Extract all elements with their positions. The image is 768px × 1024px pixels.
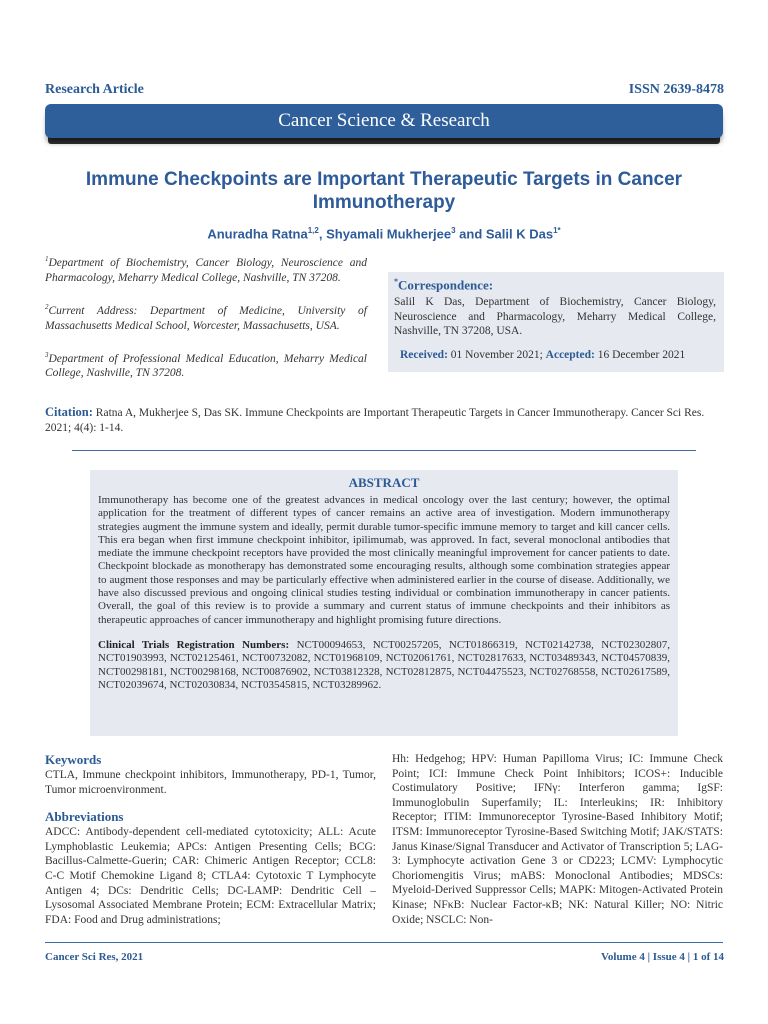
accepted-date: 16 December 2021 (597, 348, 686, 361)
abbreviations-heading: Abbreviations (45, 809, 124, 825)
footer-volume: Volume 4 (600, 951, 645, 963)
received-date: 01 November 2021 (450, 348, 540, 361)
right-column (392, 752, 723, 927)
author-affiliation-mark: 3 (451, 226, 456, 235)
correspondence-box (388, 272, 724, 372)
clinical-trials-list: NCT00094653, NCT00257205, NCT01866319, NCT02142738, NCT02302807, NCT01903993, NCT02125461, NCT00732082, NCT01968109, NCT02061761, NCT02817633, NCT03489343, NCT04570839, NCT00298181, NCT00298168, NCT00876902, NCT03812328, NCT02812875, NCT04475523, NCT02768558, NCT02617589, NCT02039674, NCT02030834, NCT03545815, NCT03289962. (98, 638, 670, 691)
affiliation-item (45, 252, 367, 286)
affiliation-mark: 2 (45, 302, 49, 311)
citation (45, 405, 725, 436)
affiliation-text: Current Address: Department of Medicine, University of Massachusetts Medical School, Worcester, Massachusetts, USA. (45, 304, 367, 332)
correspondence-title: Correspondence: (398, 277, 494, 293)
footer-journal: Cancer Sci Res, 2021 (45, 951, 144, 963)
accepted-label: Accepted: (545, 348, 595, 361)
publication-dates: Received: 01 November 2021; Accepted: 16 December 2021 (400, 348, 686, 361)
footer-pages: 1 of 14 (692, 951, 724, 963)
keywords-heading: Keywords (45, 752, 102, 767)
author-affiliation-mark: 1,2 (307, 226, 319, 235)
affiliation-mark: 1 (45, 255, 49, 263)
article-type-label: Research Article (45, 82, 144, 97)
footer-pagination (601, 951, 724, 963)
clinical-trials-numbers (98, 639, 670, 692)
correspondence-address: Salil K Das, Department of Biochemistry, Cancer Biology, Neuroscience and Pharmacology, Meharry Medical College, Nashville, TN 37208, USA. (394, 296, 716, 338)
affiliation-mark: 3 (45, 350, 49, 359)
footer-separator: | (647, 951, 651, 963)
author-separator: , (318, 226, 327, 242)
author-name: Salil K Das (485, 226, 554, 242)
footer-separator: | (687, 951, 691, 963)
abstract-text: Immunotherapy has become one of the greatest advances in medical oncology over the last century; however, the optimal application for the treatment of different types of cancer remains an active area of investigation. Modern immunotherapy strategies augment the immune system and ideally, permit durable tumor-specific immune memory to target and kill cancer cells. This era began when first immune checkpoint inhibitor, ipilimumab, was approved. In fact, several monoclonal antibodies that mediate the immune checkpoint receptors have provided the most clinically meaningful improvement for cancer patients to date. Checkpoint blockade as monotherapy has demonstrated some encouraging results, although some combination strategies appear to augment those responses and may be particularly effective when administered earlier in the course of disease. Additionally, we have also discussed previous and ongoing clinical studies testing individual or combination immunotherapy in cancer patients. Overall, the goal of this review is to provide a summary and current status of immune checkpoints and their inhibitors as therapeutic approaches of cancer immunotherapy and highlight promising future directions. (98, 494, 670, 626)
received-label: Received: (400, 348, 448, 361)
author-name: Shyamali Mukherjee (326, 226, 452, 242)
article-title: Immune Checkpoints are Important Therapeutic Targets in Cancer Immunotherapy (85, 169, 683, 213)
clinical-trials-label: Clinical Trials Registration Numbers: (98, 638, 290, 651)
section-divider (72, 450, 696, 451)
citation-label: Citation: (45, 405, 93, 419)
abstract-heading: ABSTRACT (348, 475, 420, 490)
author-name: Anuradha Ratna (207, 226, 308, 242)
affiliation-item (45, 300, 367, 334)
footer-divider (45, 942, 723, 943)
author-list (60, 226, 708, 241)
left-column (45, 752, 376, 927)
journal-name-banner: Cancer Science & Research (45, 104, 723, 138)
abbreviations-text-right: Hh: Hedgehog; HPV: Human Papilloma Virus; IC: Immune Check Point; ICI: Immune Check Point Inhibitors; ICOS+: Inducible Costimulatory Positive; IFNγ: Interferon gamma; IgSF: Immunoglobulin Superfamily; IL: Interleukins; IR: Inhibitory Receptor; ITIM: Immunoreceptor Tyrosine-Based Inhibitory Motif; ITSM: Immunoreceptor Tyrosine-Based Switching Motif; JAK/STATS: Janus Kinase/Signal Transducer and Activator of Transcription 5; LAG-3: Lymphocyte activation Gene 3 or CD223; LCMV: Lymphocytic Choriomengitis Virus; mABS: Monoclonal Antibodies; MDSCs: Myeloid-Derived Suppressor Cells; MAPK: Mitogen-Activated Protein Kinase; NFκB: Nuclear Factor-κB; NK: Natural Killer; NO: Nitric Oxide; NSCLC: Non- (392, 753, 723, 926)
issn-label: ISSN 2639-8478 (628, 82, 724, 97)
affiliation-text: Department of Biochemistry, Cancer Biology, Neuroscience and Pharmacology, Meharry Medical College, Nashville, TN 37208. (45, 256, 367, 284)
footer-issue: Issue 4 (652, 951, 685, 963)
author-separator: and (455, 226, 486, 242)
author-affiliation-mark: 1* (553, 226, 561, 235)
citation-text: Ratna A, Mukherjee S, Das SK. Immune Checkpoints are Important Therapeutic Targets in Cancer Immunotherapy. Cancer Sci Res. 2021; 4(4): 1-14. (45, 407, 705, 434)
affiliation-text: Department of Professional Medical Education, Meharry Medical College, Nashville, TN 37208. (45, 352, 367, 380)
abbreviations-text-left: ADCC: Antibody-dependent cell-mediated cytotoxicity; ALL: Acute Lymphoblastic Leukemia; APCs: Antigen Presenting Cells; BCG: Bacillus-Calmette-Guerin; CAR: Chimeric Antigen Receptor; CCL8: C-C Motif Chemokine Ligand 8; CTLA4: Cytotoxic T Lymphocyte Antigen 4; DCs: Dendritic Cells; DC-LAMP: Dendritic Cell –Lysosomal Associated Membrane Protein; ECM: Extracellular Matrix; FDA: Food and Drug administrations; (45, 826, 376, 926)
affiliations (45, 252, 367, 395)
correspondence-heading (394, 277, 716, 293)
affiliation-item (45, 348, 367, 382)
keywords-text: CTLA, Immune checkpoint inhibitors, Immunotherapy, PD-1, Tumor, Tumor microenvironment. (45, 769, 376, 796)
correspondence-mark: * (394, 277, 398, 286)
abstract-box (90, 470, 678, 736)
